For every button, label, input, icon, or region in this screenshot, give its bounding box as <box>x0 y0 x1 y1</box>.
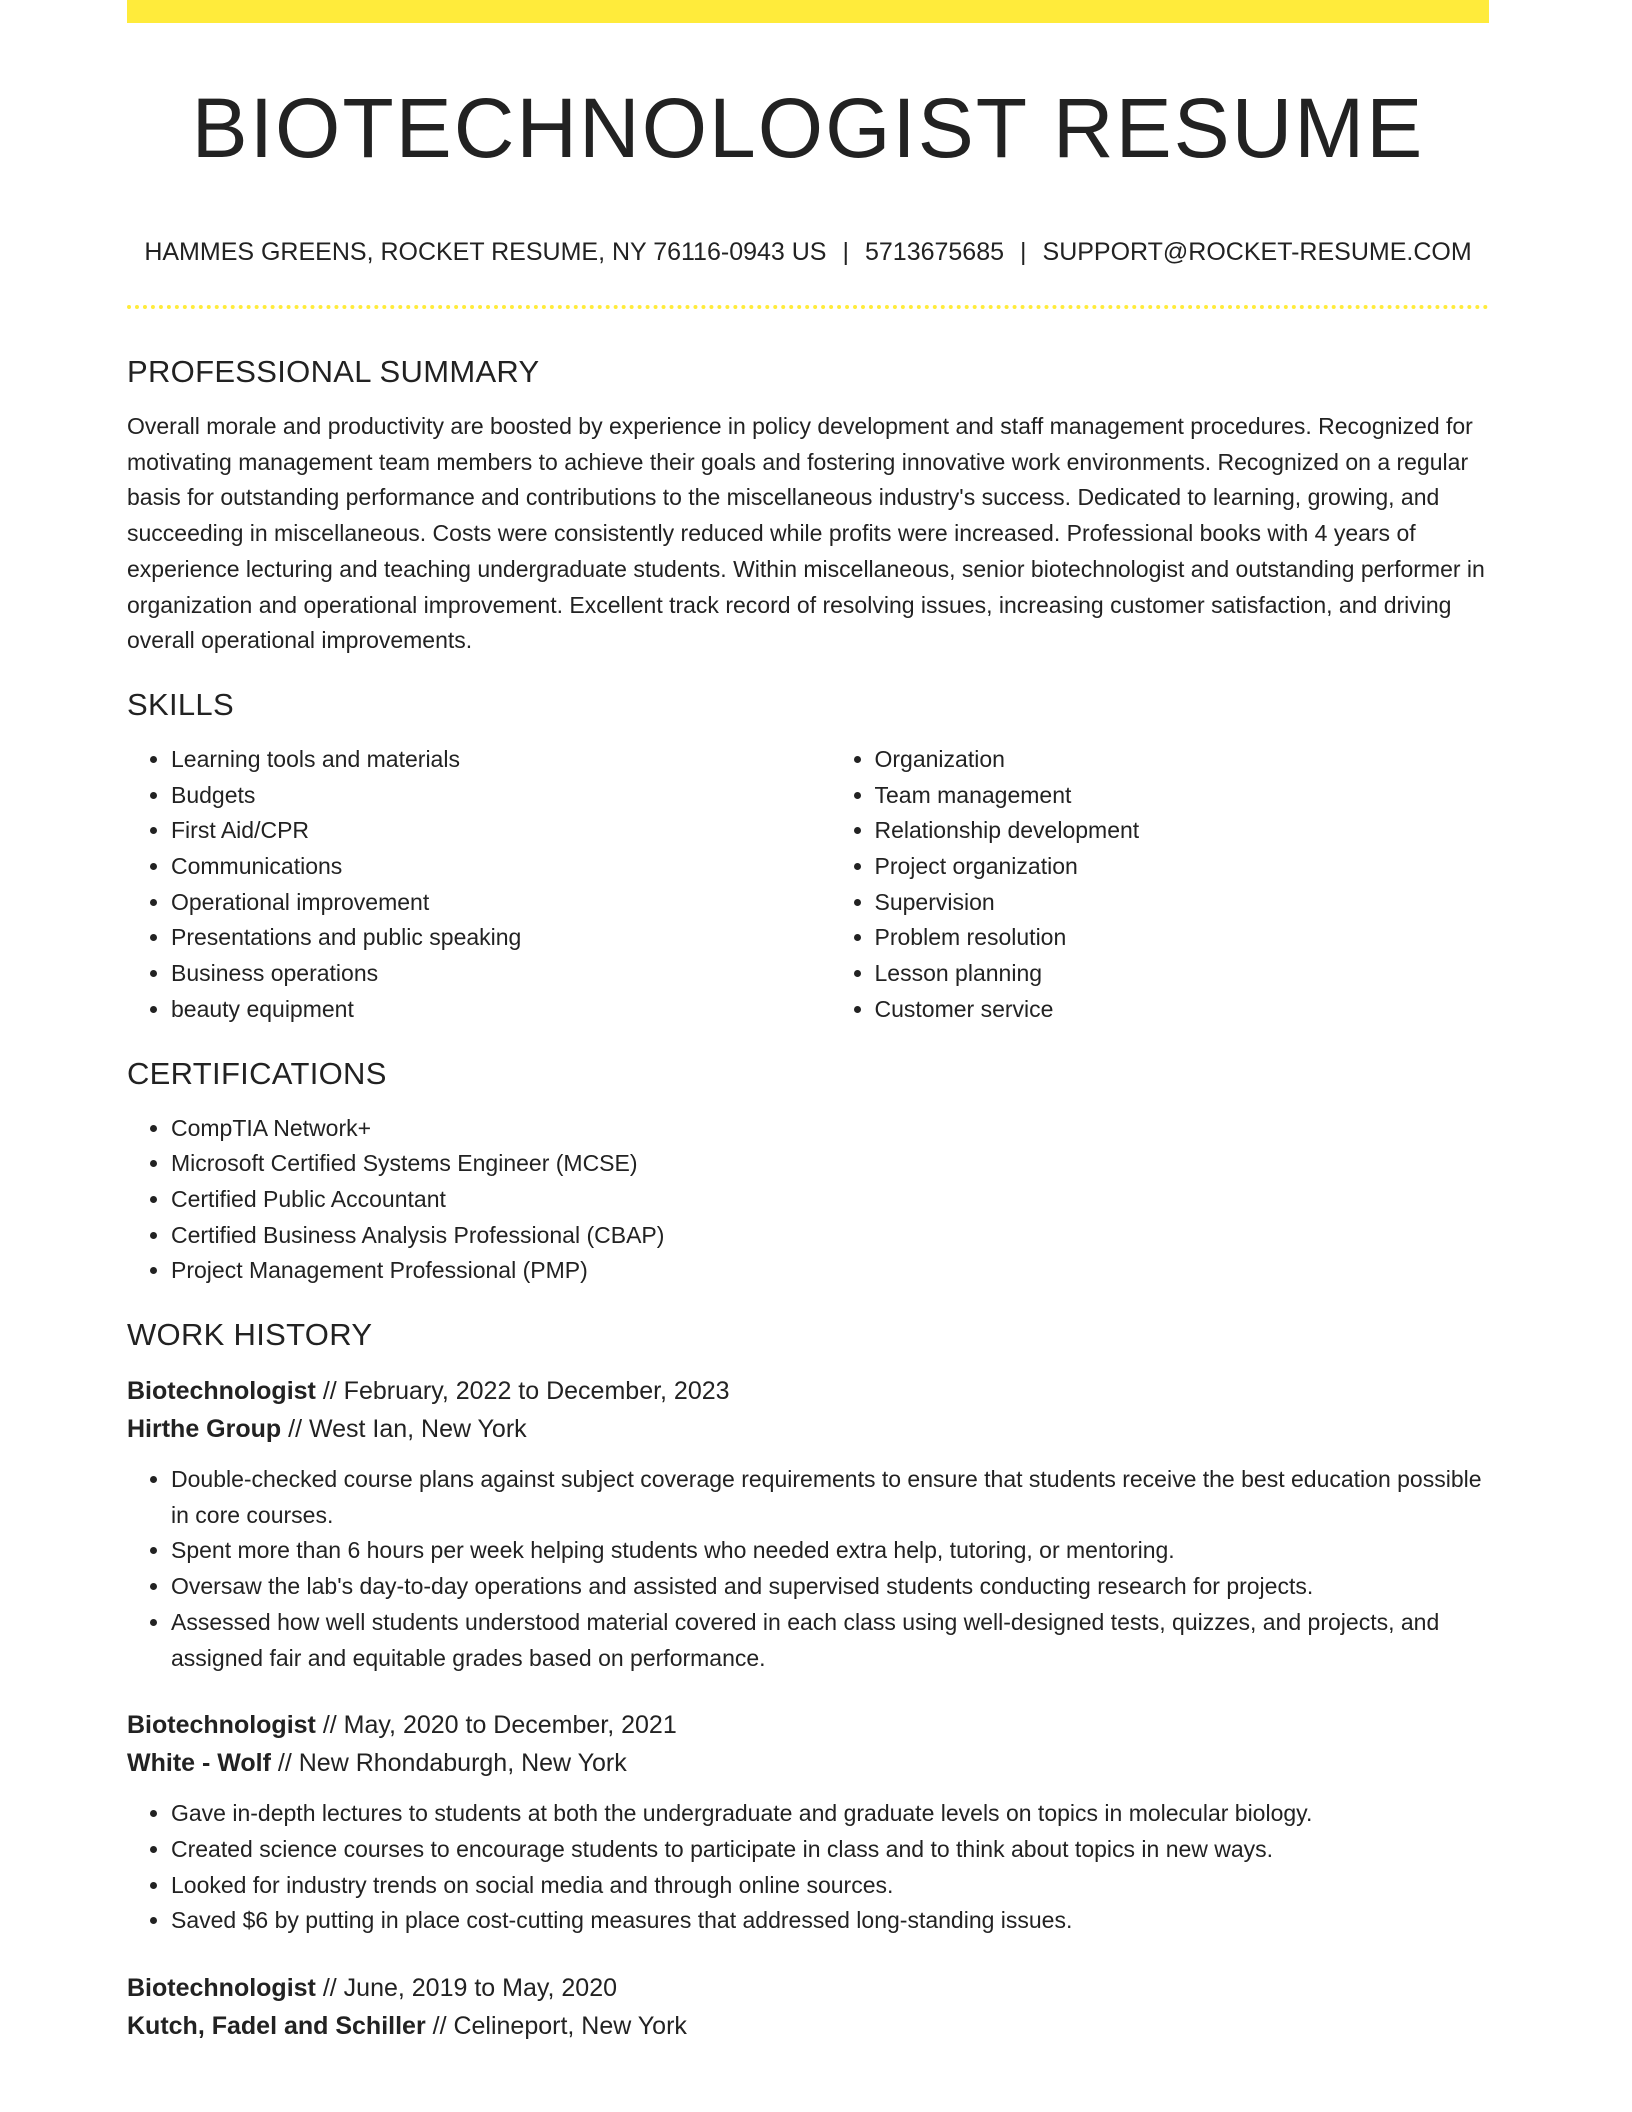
skills-columns <box>127 742 1489 1028</box>
certification-item: • Certified Business Analysis Professional (CBAP) <box>171 1218 1489 1254</box>
job-company: White - Wolf <box>127 1749 271 1778</box>
job-entry <box>127 1706 1489 1939</box>
resume-content <box>127 352 1489 2045</box>
skill-item: • Project organization <box>875 849 1490 885</box>
job-title-line <box>127 1969 1489 2007</box>
skill-item: • Team management <box>875 778 1490 814</box>
skill-item: • Presentations and public speaking <box>171 920 786 956</box>
skill-item: • Organization <box>875 742 1490 778</box>
skill-item: • beauty equipment <box>171 992 786 1028</box>
job-duty-item: • Created science courses to encourage students to participate in class and to think about topics in new ways. <box>171 1832 1489 1868</box>
resume-title: BIOTECHNOLOGIST RESUME <box>191 81 1425 175</box>
job-duties-list <box>127 1462 1489 1676</box>
dotted-divider <box>127 305 1489 309</box>
job-location: // West Ian, New York <box>281 1415 527 1444</box>
summary-text: Overall morale and productivity are boosted by experience in policy development and staff management procedures. Recognized for motivating management team members to achieve their goals and fostering innovative work environments. Recognized on a regular basis for outstanding performance and contributions to the miscellaneous industry's success. Dedicated to learning, growing, and succeeding in miscellaneous. Costs were consistently reduced while profits were increased. Professional books with 4 years of experience lecturing and teaching undergraduate students. Within miscellaneous, senior biotechnologist and outstanding performer in organization and operational improvement. Excellent track record of resolving issues, increasing customer satisfaction, and driving overall operational improvements. <box>127 413 1485 654</box>
skill-item: • Relationship development <box>875 813 1490 849</box>
skills-section <box>127 685 1489 1028</box>
job-title-line <box>127 1372 1489 1410</box>
skill-item: • First Aid/CPR <box>171 813 786 849</box>
contact-line <box>127 235 1489 269</box>
section-heading-summary: PROFESSIONAL SUMMARY <box>127 354 540 389</box>
certification-item: • Certified Public Accountant <box>171 1182 1489 1218</box>
section-heading-certifications: CERTIFICATIONS <box>127 1055 387 1091</box>
section-heading-skills: SKILLS <box>127 686 234 722</box>
job-entry <box>127 1372 1489 1676</box>
contact-phone: 5713675685 <box>864 238 1005 266</box>
job-dates: // June, 2019 to May, 2020 <box>315 1974 618 2003</box>
job-duties-list <box>127 1796 1489 1939</box>
skill-item: • Business operations <box>171 956 786 992</box>
job-location: // Celineport, New York <box>425 2012 687 2041</box>
contact-email: SUPPORT@ROCKET-RESUME.COM <box>1042 238 1472 266</box>
job-duty-item: • Looked for industry trends on social media and through online sources. <box>171 1868 1489 1904</box>
job-duty-item: • Oversaw the lab's day-to-day operations and assisted and supervised students conducting research for projects. <box>171 1569 1489 1605</box>
contact-separator: | <box>1020 238 1027 266</box>
certification-item: • Project Management Professional (PMP) <box>171 1253 1489 1289</box>
skills-list-right <box>831 742 1490 1028</box>
contact-separator: | <box>842 238 849 266</box>
job-dates: // February, 2022 to December, 2023 <box>315 1377 730 1406</box>
skill-item: • Communications <box>171 849 786 885</box>
skill-item: • Customer service <box>875 992 1490 1028</box>
skill-item: • Operational improvement <box>171 885 786 921</box>
certifications-list <box>127 1111 1489 1290</box>
contact-address: HAMMES GREENS, ROCKET RESUME, NY 76116-0943 US <box>144 238 827 266</box>
work-history-section <box>127 1315 1489 2045</box>
job-company-line <box>127 1744 1489 1782</box>
certifications-section <box>127 1054 1489 1290</box>
skill-item: • Budgets <box>171 778 786 814</box>
top-accent-bar <box>127 0 1489 23</box>
certification-item: • Microsoft Certified Systems Engineer (MCSE) <box>171 1146 1489 1182</box>
job-duty-item: • Assessed how well students understood material covered in each class using well-designed tests, quizzes, and projects, and assigned fair and equitable grades based on performance. <box>171 1605 1489 1676</box>
job-duty-item: • Double-checked course plans against subject coverage requirements to ensure that students receive the best education possible in core courses. <box>171 1462 1489 1533</box>
job-dates: // May, 2020 to December, 2021 <box>315 1711 677 1740</box>
skill-item: • Learning tools and materials <box>171 742 786 778</box>
certification-item: • CompTIA Network+ <box>171 1111 1489 1147</box>
job-title: Biotechnologist <box>127 1711 316 1740</box>
job-title-line <box>127 1706 1489 1744</box>
job-company-line <box>127 2007 1489 2045</box>
job-company: Hirthe Group <box>127 1415 282 1444</box>
job-duty-item: • Gave in-depth lectures to students at both the undergraduate and graduate levels on topics in molecular biology. <box>171 1796 1489 1832</box>
skill-item: • Supervision <box>875 885 1490 921</box>
job-company-line <box>127 1410 1489 1448</box>
section-heading-work-history: WORK HISTORY <box>127 1317 373 1353</box>
skill-item: • Lesson planning <box>875 956 1490 992</box>
skills-list-left <box>127 742 786 1028</box>
job-title: Biotechnologist <box>127 1974 316 2003</box>
summary-section <box>127 352 1489 659</box>
job-company: Kutch, Fadel and Schiller <box>127 2012 426 2041</box>
skill-item: • Problem resolution <box>875 920 1490 956</box>
job-duty-item: • Spent more than 6 hours per week helping students who needed extra help, tutoring, or mentoring. <box>171 1533 1489 1569</box>
job-duty-item: • Saved $6 by putting in place cost-cutting measures that addressed long-standing issues. <box>171 1903 1489 1939</box>
job-title: Biotechnologist <box>127 1377 316 1406</box>
job-entry <box>127 1969 1489 2045</box>
job-location: // New Rhondaburgh, New York <box>270 1749 627 1778</box>
